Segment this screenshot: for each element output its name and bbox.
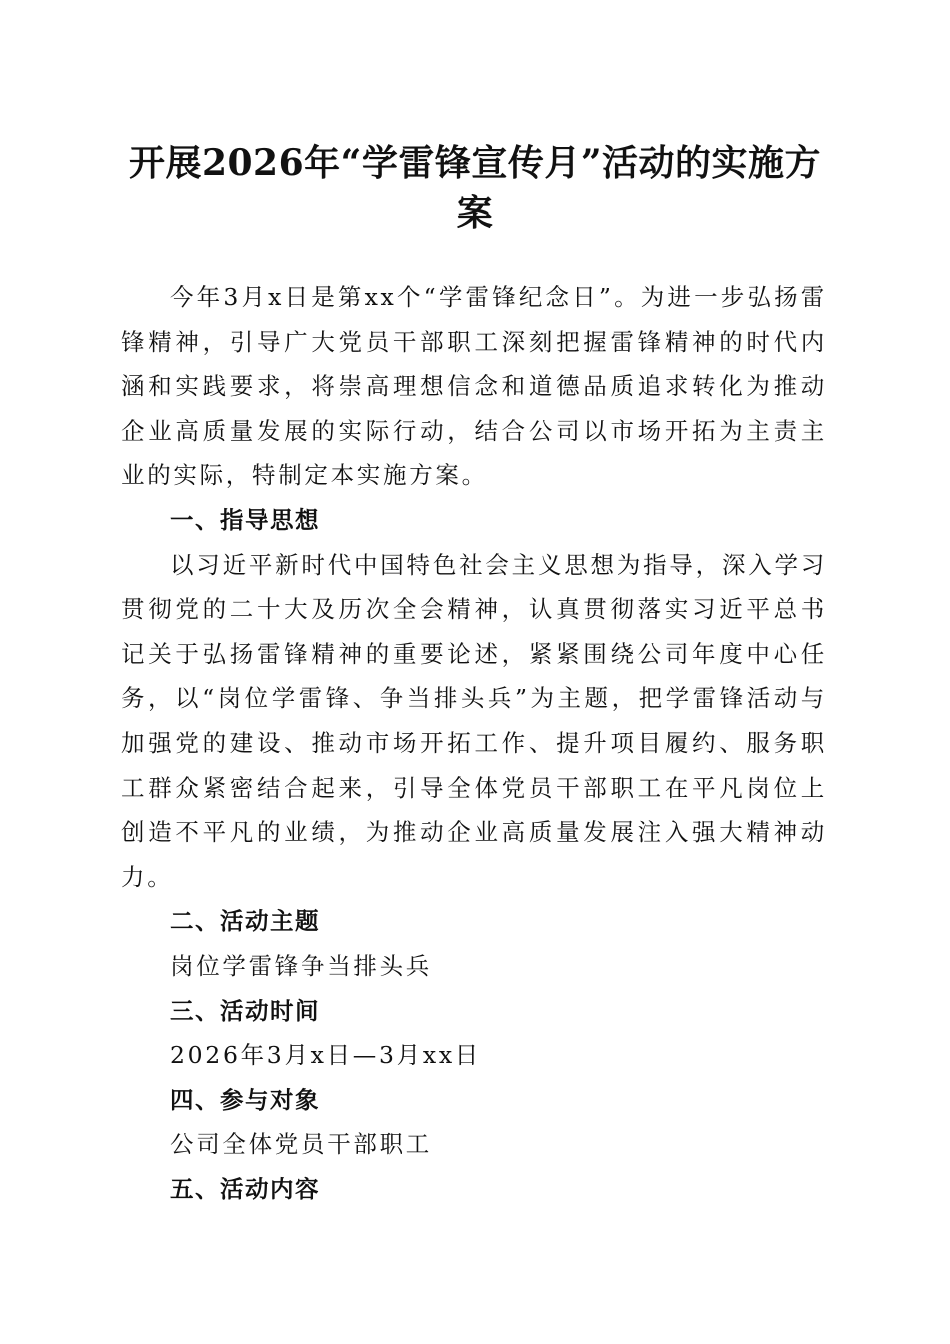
- document-body: [121, 275, 827, 1211]
- section-heading-activity-theme: 二、活动主题: [170, 907, 320, 936]
- section-heading-guiding-ideology: 一、指导思想: [170, 505, 320, 534]
- section-text-activity-time: 2026年3月x日—3月xx日: [170, 1041, 481, 1070]
- document-title: 开展2026年“学雷锋宣传月”活动的实施方案: [128, 142, 822, 234]
- section-text-participants: 公司全体党员干部职工: [170, 1130, 432, 1159]
- intro-paragraph: 今年3月x日是第xx个“学雷锋纪念日”。为进一步弘扬雷锋精神，引导广大党员干部职工深刻把握雷锋精神的时代内涵和实践要求，将崇高理想信念和道德品质追求转化为推动企业高质量发展的实际行动，结合公司以市场开拓为主责主业的实际，特制定本实施方案。: [121, 283, 827, 490]
- section-heading-activity-time: 三、活动时间: [170, 996, 320, 1025]
- section-text-guiding-ideology: 以习近平新时代中国特色社会主义思想为指导，深入学习贯彻党的二十大及历次全会精神，认真贯彻落实习近平总书记关于弘扬雷锋精神的重要论述，紧紧围绕公司年度中心任务，以“岗位学雷锋、争当排头兵”为主题，把学雷锋活动与加强党的建设、推动市场开拓工作、提升项目履约、服务职工群众紧密结合起来，引导全体党员干部职工在平凡岗位上创造不平凡的业绩，为推动企业高质量发展注入强大精神动力。: [121, 550, 827, 891]
- section-text-activity-theme: 岗位学雷锋争当排头兵: [170, 951, 432, 980]
- section-heading-activity-content: 五、活动内容: [170, 1174, 320, 1203]
- section-heading-participants: 四、参与对象: [170, 1085, 320, 1114]
